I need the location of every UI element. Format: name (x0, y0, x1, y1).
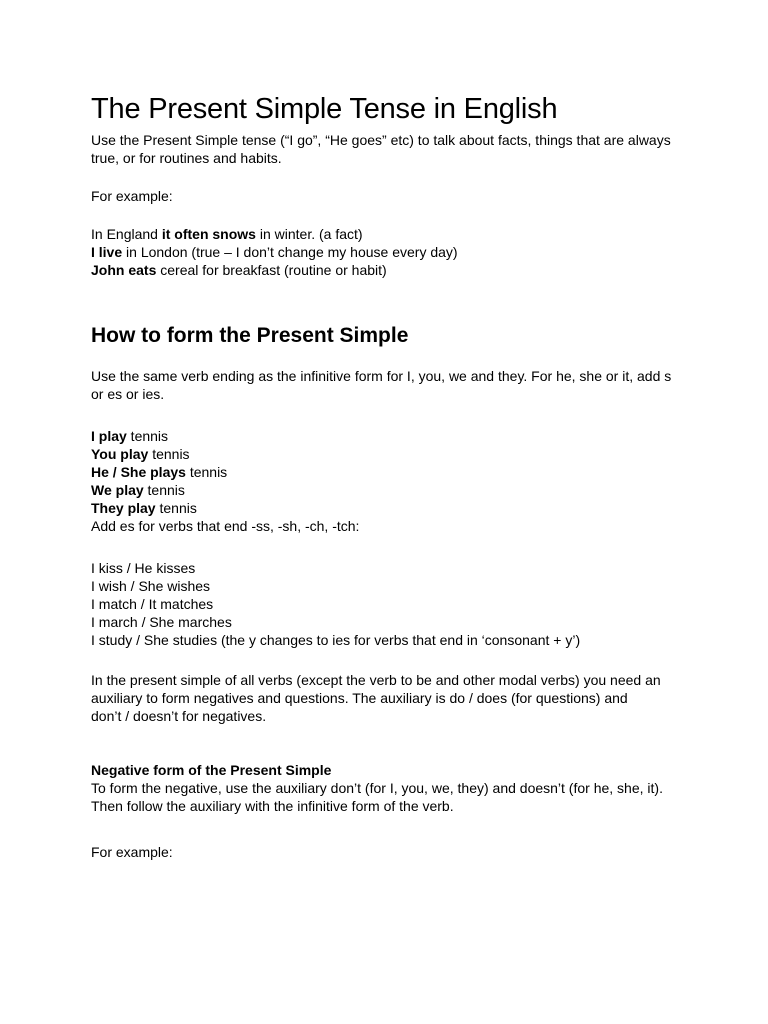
section-heading-negative: Negative form of the Present Simple (91, 762, 332, 778)
conjugation-line: He / She plays tennis (91, 464, 228, 480)
conjugation-line: You play tennis (91, 446, 190, 462)
document-title: The Present Simple Tense in English (91, 93, 558, 125)
example-line: In England it often snows in winter. (a fact) (91, 226, 363, 242)
auxiliary-paragraph: In the present simple of all verbs (except the verb to be and other modal verbs) you need an auxiliary to form negatives and questions. The auxiliary is do / does (for questions) and don’t / doesn’t for negatives. (91, 672, 661, 724)
for-example-label-2: For example: (91, 844, 173, 860)
example-list (91, 225, 691, 279)
intro-paragraph: Use the Present Simple tense (“I go”, “He goes” etc) to talk about facts, things that are always true, or for routines and habits. (91, 132, 671, 166)
es-example-line: I kiss / He kisses (91, 560, 196, 576)
es-example-line: I match / It matches (91, 596, 214, 612)
es-example-line: I march / She marches (91, 614, 232, 630)
conjugation-line: They play tennis (91, 500, 197, 516)
es-rule: Add es for verbs that end -ss, -sh, -ch, -tch: (91, 518, 360, 534)
section-heading-form: How to form the Present Simple (91, 324, 409, 347)
es-examples-list (91, 559, 691, 649)
conjugation-line: We play tennis (91, 482, 185, 498)
example-line: I live in London (true – I don’t change my house every day) (91, 244, 458, 260)
for-example-label: For example: (91, 188, 173, 204)
negative-paragraph: To form the negative, use the auxiliary don’t (for I, you, we, they) and doesn’t (for he, she, it). (91, 780, 663, 796)
document-page (91, 91, 691, 861)
form-paragraph: Use the same verb ending as the infinitive form for I, you, we and they. For he, she or it, add s or es or ies. (91, 368, 672, 402)
es-example-line: I wish / She wishes (91, 578, 211, 594)
conjugation-list (91, 427, 691, 517)
es-example-line: I study / She studies (the y changes to ies for verbs that end in ‘consonant + y’) (91, 632, 581, 648)
example-line: John eats cereal for breakfast (routine or habit) (91, 262, 387, 278)
negative-paragraph-2: Then follow the auxiliary with the infinitive form of the verb. (91, 798, 454, 814)
conjugation-line: I play tennis (91, 428, 169, 444)
